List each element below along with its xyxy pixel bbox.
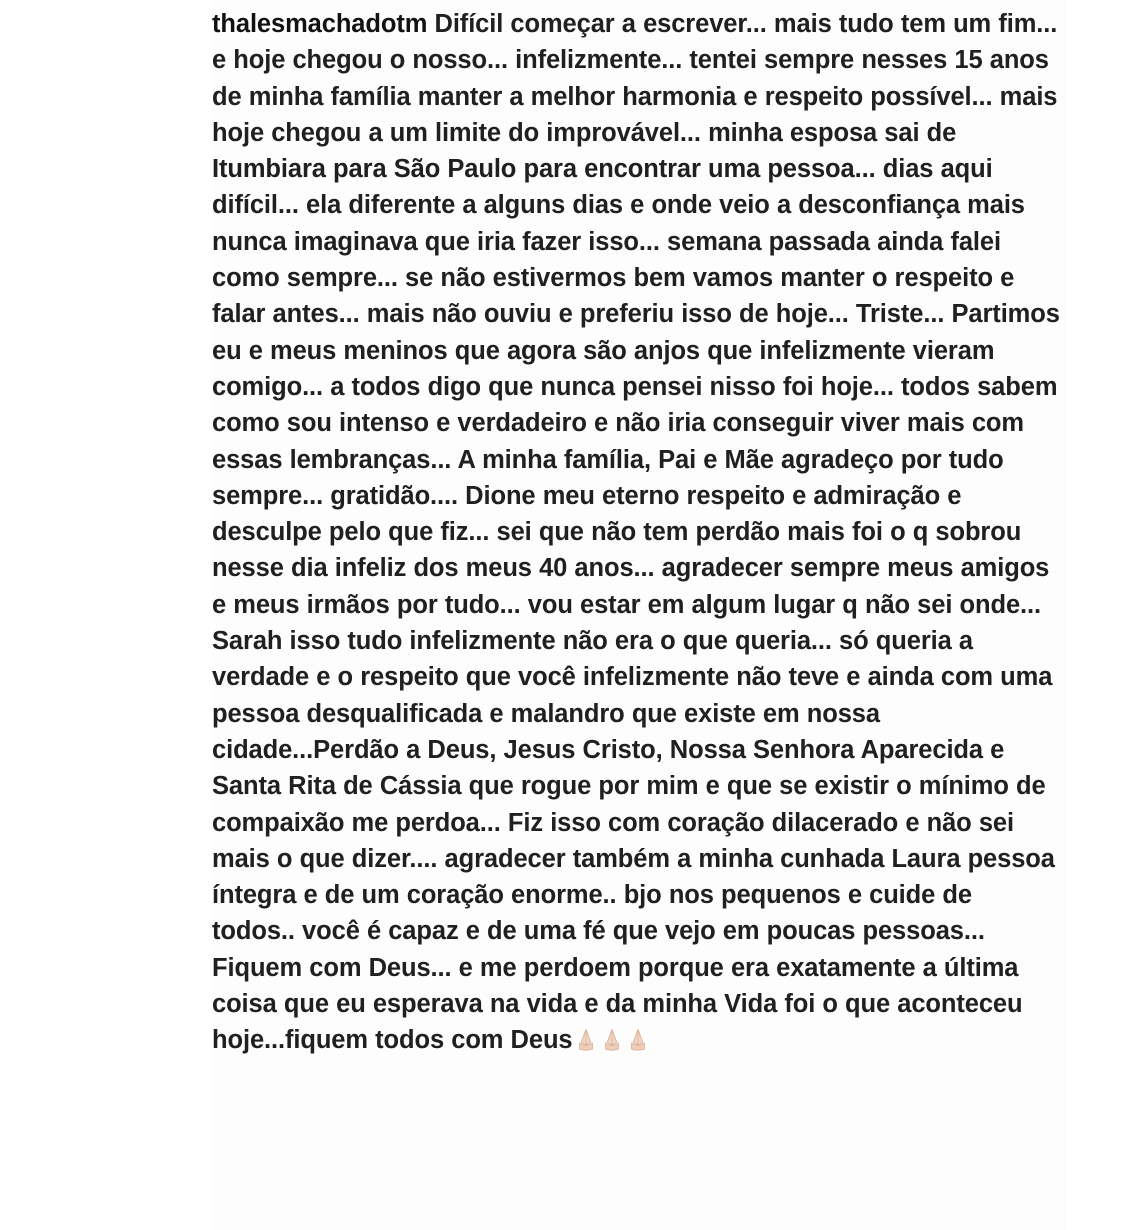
folded-hands-emoji: [599, 1027, 625, 1053]
post-username[interactable]: thalesmachadotm: [212, 10, 428, 38]
folded-hands-emoji: [573, 1027, 599, 1053]
folded-hands-emoji: [625, 1027, 651, 1053]
left-margin: [0, 0, 212, 1230]
caption-space: [427, 10, 434, 38]
post-caption-text: Difícil começar a escrever... mais tudo tem um fim... e hoje chegou o nosso... infelizmente... tentei sempre nesses 15 anos de minha família manter a melhor harmonia e respeito possível... mais hoje chegou a um limite do improvável... minha esposa sai de Itumbiara para São Paulo para encontrar uma pessoa... dias aqui difícil... ela diferente a alguns dias e onde veio a desconfiança mais nunca imaginava que iria fazer isso... semana passada ainda falei como sempre... se não estivermos bem vamos manter o respeito e falar antes... mais não ouviu e preferiu isso de hoje... Triste... Partimos eu e meus meninos que agora são anjos que infelizmente vieram comigo... a todos digo que nunca pensei nisso foi hoje... todos sabem como sou intenso e verdadeiro e não iria conseguir viver mais com essas lembranças... A minha família, Pai e Mãe agradeço por tudo sempre... gratidão.... Dione meu eterno respeito e admiração e desculpe pelo que fiz... sei que não tem perdão mais foi o q sobrou nesse dia infeliz dos meus 40 anos... agradecer sempre meus amigos e meus irmãos por tudo... vou estar em algum lugar q não sei onde... Sarah isso tudo infelizmente não era o que queria... só queria a verdade e o respeito que você infelizmente não teve e ainda com uma pessoa desqualificada e malandro que existe em nossa cidade...Perdão a Deus, Jesus Cristo, Nossa Senhora Aparecida e Santa Rita de Cássia que rogue por mim e que se existir o mínimo de compaixão me perdoa... Fiz isso com coração dilacerado e não sei mais o que dizer.... agradecer também a minha cunhada Laura pessoa íntegra e de um coração enorme.. bjo nos pequenos e cuide de todos.. você é capaz e de uma fé que vejo em poucas pessoas... Fiquem com Deus... e me perdoem porque era exatamente a última coisa que eu esperava na vida e da minha Vida foi o que aconteceu hoje...fiquem todos com Deus: [212, 10, 1060, 1055]
folded-hands-emoji-group: [573, 1026, 651, 1054]
post-caption-block: [212, 6, 1060, 1059]
right-margin: [1066, 0, 1132, 1230]
